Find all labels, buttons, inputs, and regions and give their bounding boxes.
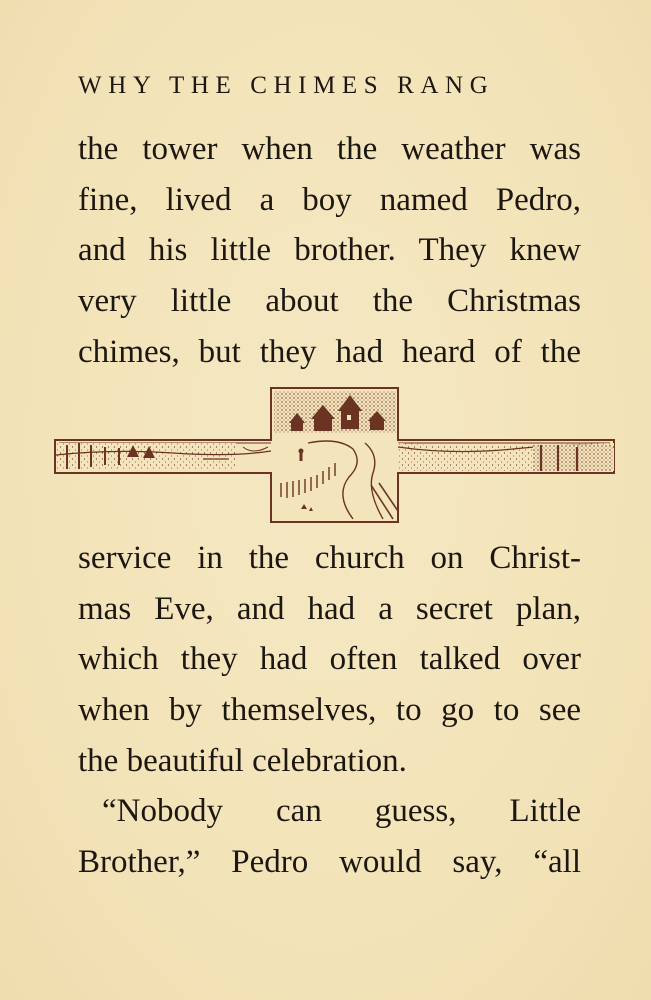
paragraph-bottom xyxy=(78,533,581,888)
text-line: Brother,” Pedro would say, “all xyxy=(78,844,581,881)
running-head: WHY THE CHIMES RANG xyxy=(78,72,495,99)
text-line: the tower when the weather was xyxy=(78,131,581,167)
paragraph-top xyxy=(78,124,581,377)
text-line: very little about the Christmas xyxy=(78,283,581,320)
snowy-village-ornament xyxy=(53,385,616,525)
text-line: fine, lived a boy named Pedro, xyxy=(78,181,581,218)
text-line: when by themselves, to go to see xyxy=(78,692,581,729)
text-line: which they had often talked over xyxy=(78,641,581,678)
text-line: service in the church on Christ- xyxy=(78,540,581,576)
right-scene xyxy=(398,443,614,471)
text-line: “Nobody can guess, Little xyxy=(102,793,581,830)
text-line: the beautiful celebration. xyxy=(78,742,407,779)
text-line: and his little brother. They knew xyxy=(78,232,581,269)
text-line: chimes, but they had heard of the xyxy=(78,333,581,370)
text-line: mas Eve, and had a secret plan, xyxy=(78,590,581,627)
